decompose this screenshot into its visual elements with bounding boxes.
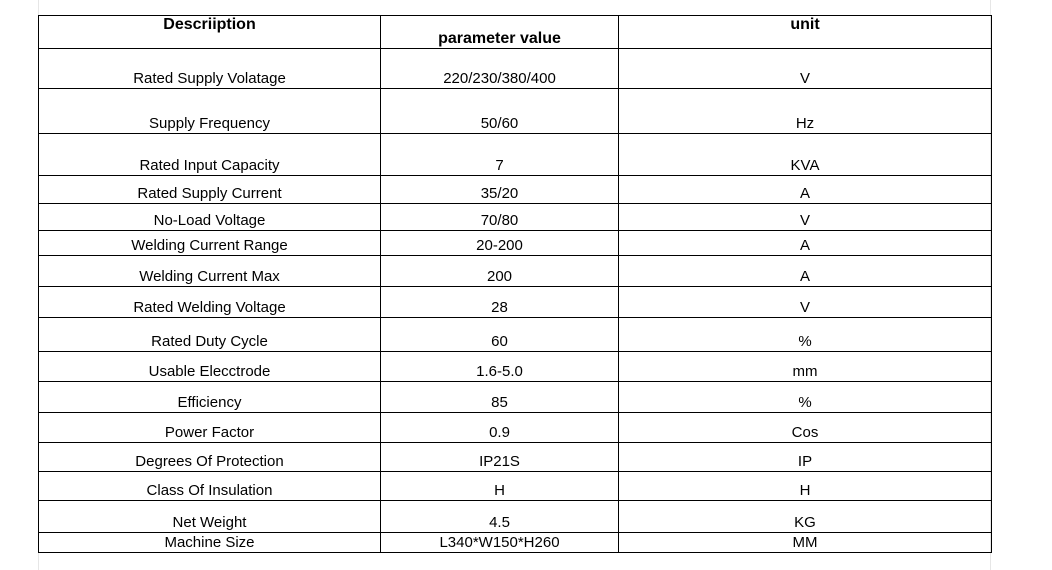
table-row: [39, 204, 992, 231]
specification-table: [38, 15, 992, 553]
cell-description: Net Weight: [39, 501, 381, 533]
cell-value: 35/20: [381, 176, 619, 204]
header-unit: unit: [619, 16, 992, 49]
cell-value: 85: [381, 382, 619, 413]
cell-value: H: [381, 472, 619, 501]
cell-description: No-Load Voltage: [39, 204, 381, 231]
cell-description: Supply Frequency: [39, 89, 381, 134]
cell-unit: KVA: [619, 134, 992, 176]
cell-value: 20-200: [381, 231, 619, 256]
cell-unit: %: [619, 318, 992, 352]
cell-value: 200: [381, 256, 619, 287]
cell-description: Usable Elecctrode: [39, 352, 381, 382]
cell-value: 220/230/380/400: [381, 49, 619, 89]
cell-unit: IP: [619, 443, 992, 472]
cell-value: 7: [381, 134, 619, 176]
header-parameter-value: parameter value: [381, 16, 619, 49]
cell-description: Rated Welding Voltage: [39, 287, 381, 318]
cell-description: Rated Supply Current: [39, 176, 381, 204]
cell-unit: Hz: [619, 89, 992, 134]
cell-value: 1.6-5.0: [381, 352, 619, 382]
cell-description: Degrees Of Protection: [39, 443, 381, 472]
table-row: [39, 176, 992, 204]
table-row: [39, 352, 992, 382]
cell-unit: V: [619, 287, 992, 318]
cell-unit: A: [619, 176, 992, 204]
table-row: [39, 49, 992, 89]
table-row: [39, 231, 992, 256]
table-row: [39, 533, 992, 553]
table-row: [39, 287, 992, 318]
table-row: [39, 318, 992, 352]
cell-unit: H: [619, 472, 992, 501]
table-row: [39, 413, 992, 443]
table-row: [39, 382, 992, 413]
cell-unit: %: [619, 382, 992, 413]
table-row: [39, 472, 992, 501]
cell-description: Welding Current Max: [39, 256, 381, 287]
table-row: [39, 134, 992, 176]
cell-value: 0.9: [381, 413, 619, 443]
table-row: [39, 89, 992, 134]
cell-description: Power Factor: [39, 413, 381, 443]
cell-description: Machine Size: [39, 533, 381, 553]
table-row: [39, 501, 992, 533]
cell-unit: V: [619, 204, 992, 231]
cell-value: 4.5: [381, 501, 619, 533]
cell-unit: A: [619, 256, 992, 287]
cell-unit: MM: [619, 533, 992, 553]
cell-description: Rated Supply Volatage: [39, 49, 381, 89]
cell-description: Efficiency: [39, 382, 381, 413]
cell-description: Class Of Insulation: [39, 472, 381, 501]
cell-unit: KG: [619, 501, 992, 533]
cell-unit: V: [619, 49, 992, 89]
table-row: [39, 256, 992, 287]
cell-value: 70/80: [381, 204, 619, 231]
cell-unit: mm: [619, 352, 992, 382]
cell-description: Rated Duty Cycle: [39, 318, 381, 352]
cell-description: Rated Input Capacity: [39, 134, 381, 176]
cell-unit: A: [619, 231, 992, 256]
cell-value: L340*W150*H260: [381, 533, 619, 553]
cell-unit: Cos: [619, 413, 992, 443]
cell-value: 60: [381, 318, 619, 352]
table-row: [39, 443, 992, 472]
cell-description: Welding Current Range: [39, 231, 381, 256]
header-description: Descriiption: [39, 16, 381, 49]
table-header-row: [39, 16, 992, 49]
cell-value: 50/60: [381, 89, 619, 134]
cell-value: 28: [381, 287, 619, 318]
cell-value: IP21S: [381, 443, 619, 472]
